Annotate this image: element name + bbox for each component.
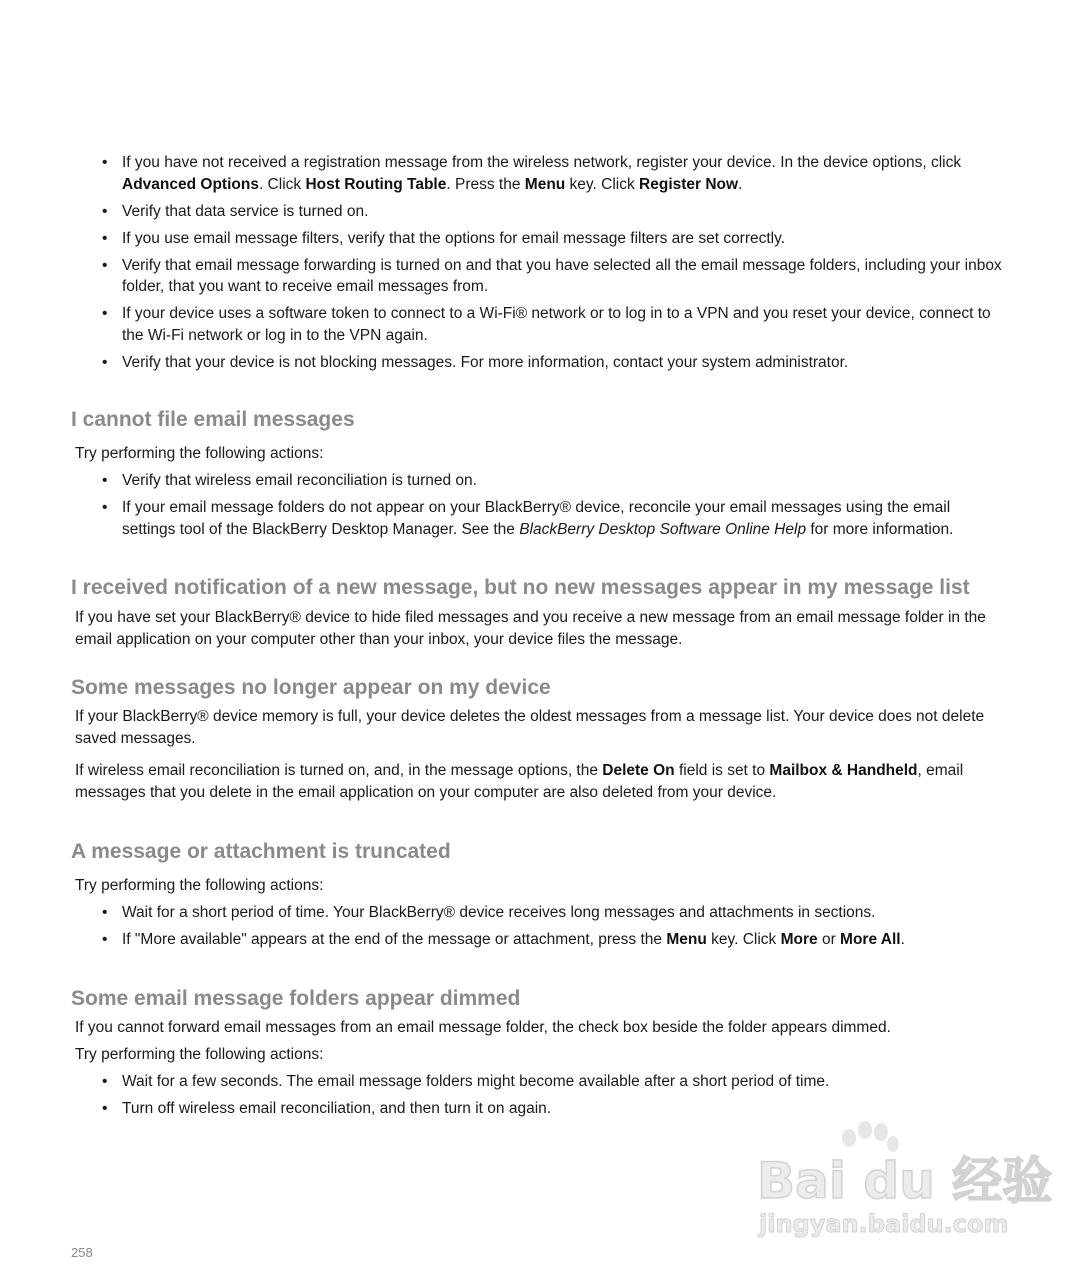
top-bullet-list (102, 152, 1002, 379)
list-item: • Wait for a short period of time. Your BlackBerry® device receives long messages and attachments in sections. (102, 902, 1002, 924)
section-body: If your BlackBerry® device memory is full, your device deletes the oldest messages from a message list. Your device does not delete saved messages. (75, 708, 985, 747)
baidu-jingyan-watermark (755, 1120, 1053, 1245)
section-heading-dimmed: Some email message folders appear dimmed (71, 987, 521, 1010)
section-body: If you have set your BlackBerry® device to hide filed messages and you receive a new message from an email message folder in the email application on your computer other than your inbox, your device files the message. (75, 609, 986, 648)
list-item: • Wait for a few seconds. The email message folders might become available after a short period of time. (102, 1071, 1002, 1093)
list-item: • If your email message folders do not appear on your BlackBerry® device, reconcile your email messages using the email settings tool of the BlackBerry Desktop Manager. See the BlackBerry Desktop Software Online Help for more information. (102, 497, 1002, 540)
list-item: • If you use email message filters, verify that the options for email message filters are set correctly. (102, 228, 1002, 250)
list-item: • Verify that your device is not blocking messages. For more information, contact your system administrator. (102, 352, 1002, 374)
cannot-file-bullet-list (102, 470, 1002, 546)
dimmed-bullet-list (102, 1071, 1002, 1125)
section-heading-some-messages: Some messages no longer appear on my device (71, 676, 551, 699)
section-intro: Try performing the following actions: (75, 877, 324, 894)
section-intro: Try performing the following actions: (75, 445, 324, 462)
list-item: • Turn off wireless email reconciliation, and then turn it on again. (102, 1098, 1002, 1120)
truncated-bullet-list (102, 902, 1002, 956)
list-item: • Verify that wireless email reconciliation is turned on. (102, 470, 1002, 492)
page-number: 258 (71, 1245, 93, 1260)
section-heading-truncated: A message or attachment is truncated (71, 840, 451, 863)
list-item: • If you have not received a registration message from the wireless network, register your device. In the device options, click Advanced Options. Click Host Routing Table. Press the Menu key. Click Register Now. (102, 152, 1002, 195)
list-item: • If your device uses a software token to connect to a Wi-Fi® network or to log in to a VPN and you reset your device, connect to the Wi-Fi network or log in to the VPN again. (102, 303, 1002, 346)
section-heading-notification: I received notification of a new message, but no new messages appear in my message list (71, 576, 970, 599)
list-item: • Verify that data service is turned on. (102, 201, 1002, 223)
paw-icon (842, 1121, 899, 1152)
watermark-logo-text: Bai du 经验 (757, 1152, 1053, 1210)
list-item: • If "More available" appears at the end of the message or attachment, press the Menu key. Click More or More All. (102, 929, 1002, 951)
section-heading-cannot-file: I cannot file email messages (71, 408, 355, 431)
section-body: If you cannot forward email messages from an email message folder, the check box beside the folder appears dimmed. (75, 1019, 891, 1036)
list-item: • Verify that email message forwarding is turned on and that you have selected all the email message folders, including your inbox folder, that you want to receive email messages from. (102, 255, 1002, 298)
section-intro: Try performing the following actions: (75, 1046, 324, 1063)
help-reference: BlackBerry Desktop Software Online Help (519, 520, 807, 538)
section-body: If wireless email reconciliation is turned on, and, in the message options, the Delete On field is set to Mailbox & Handheld, email messages that you delete in the email application on your computer are also deleted from your device. (75, 762, 964, 801)
watermark-url: jingyan.baidu.com (759, 1210, 1009, 1238)
